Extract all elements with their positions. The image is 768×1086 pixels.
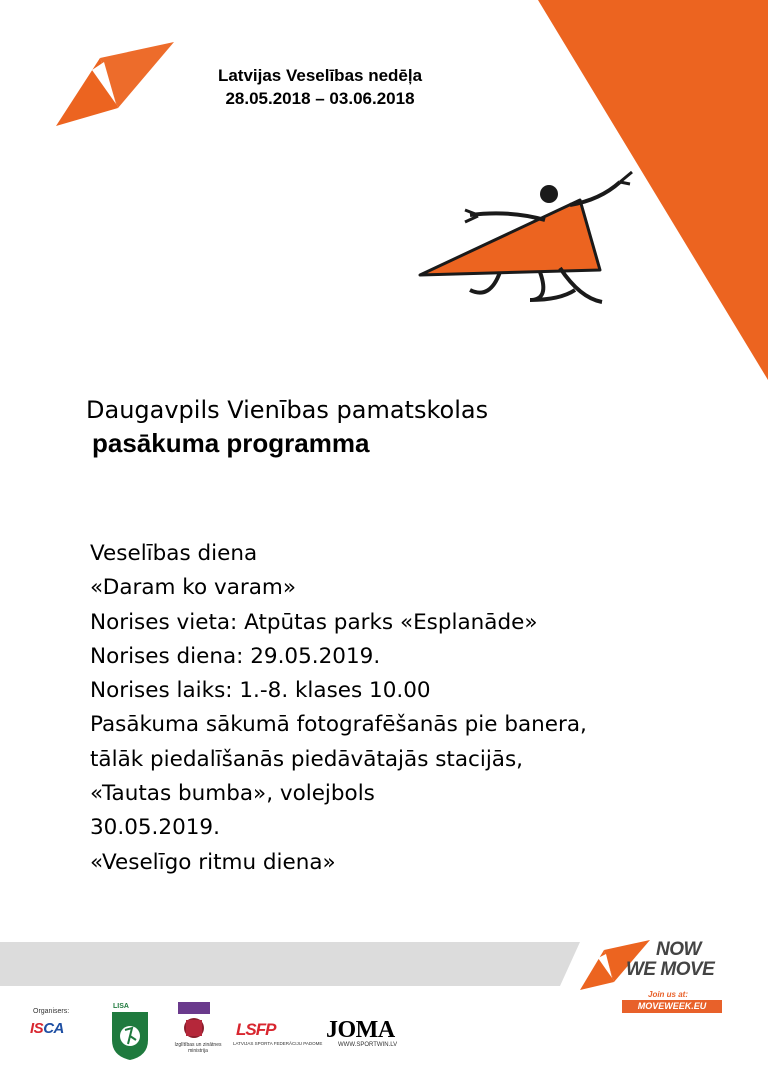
slogan-line-1: NOW	[656, 939, 701, 960]
organisers-label: Organisers:	[33, 1008, 70, 1015]
body-line: Norises diena: 29.05.2019.	[90, 643, 381, 669]
slogan-line-2: WE MOVE	[626, 959, 715, 980]
school-name: Daugavpils Vienības pamatskolas	[86, 396, 489, 424]
body-line: «Tautas bumba», volejbols	[90, 781, 375, 807]
grey-footer-band	[0, 942, 580, 986]
join-us-label: Join us at:	[648, 990, 689, 999]
body-line: «Daram ko varam»	[90, 575, 296, 601]
event-name: Latvijas Veselības nedēļa	[217, 66, 423, 85]
program-body	[90, 537, 730, 880]
program-title: pasākuma programma	[92, 428, 370, 458]
lisa-logo-text: LISA	[113, 1003, 129, 1010]
isca-logo	[30, 1020, 64, 1037]
body-line: 30.05.2019.	[90, 815, 220, 841]
orange-corner-band	[538, 0, 768, 380]
body-line: tālāk piedalīšanās piedāvātajās stacijās,	[90, 746, 524, 772]
ministry-logo-text: Izglītības un zinātnes ministrija	[174, 1042, 222, 1054]
event-dates: 28.05.2018 – 03.06.2018	[225, 89, 415, 108]
lsfp-logo: LSFP	[236, 1020, 276, 1039]
joma-logo: JOMA	[326, 1017, 395, 1043]
mascot-runner-icon	[420, 172, 632, 302]
event-header	[150, 64, 490, 110]
campaign-slogan	[626, 940, 714, 980]
lisa-logo-icon	[112, 1012, 148, 1060]
isca-logo-part-2: CA	[43, 1020, 64, 1037]
lsfp-logo-subtitle: LATVIJAS SPORTA FEDERĀCIJU PADOME	[233, 1041, 323, 1046]
ministry-crest-icon	[178, 1002, 210, 1038]
isca-logo-part-1: IS	[30, 1020, 44, 1037]
body-line: Norises vieta: Atpūtas parks «Esplanāde»	[90, 609, 538, 635]
moveweek-link[interactable]: MOVEWEEK.EU	[622, 1000, 722, 1013]
body-line: Veselības diena	[90, 541, 258, 566]
body-line: «Veselīgo ritmu diena»	[90, 849, 336, 875]
body-line: Norises laiks: 1.-8. klases 10.00	[90, 678, 431, 704]
body-line: Pasākuma sākumā fotografēšanās pie banera,	[90, 712, 587, 738]
sportwin-url: WWW.SPORTWIN.LV	[338, 1042, 398, 1048]
